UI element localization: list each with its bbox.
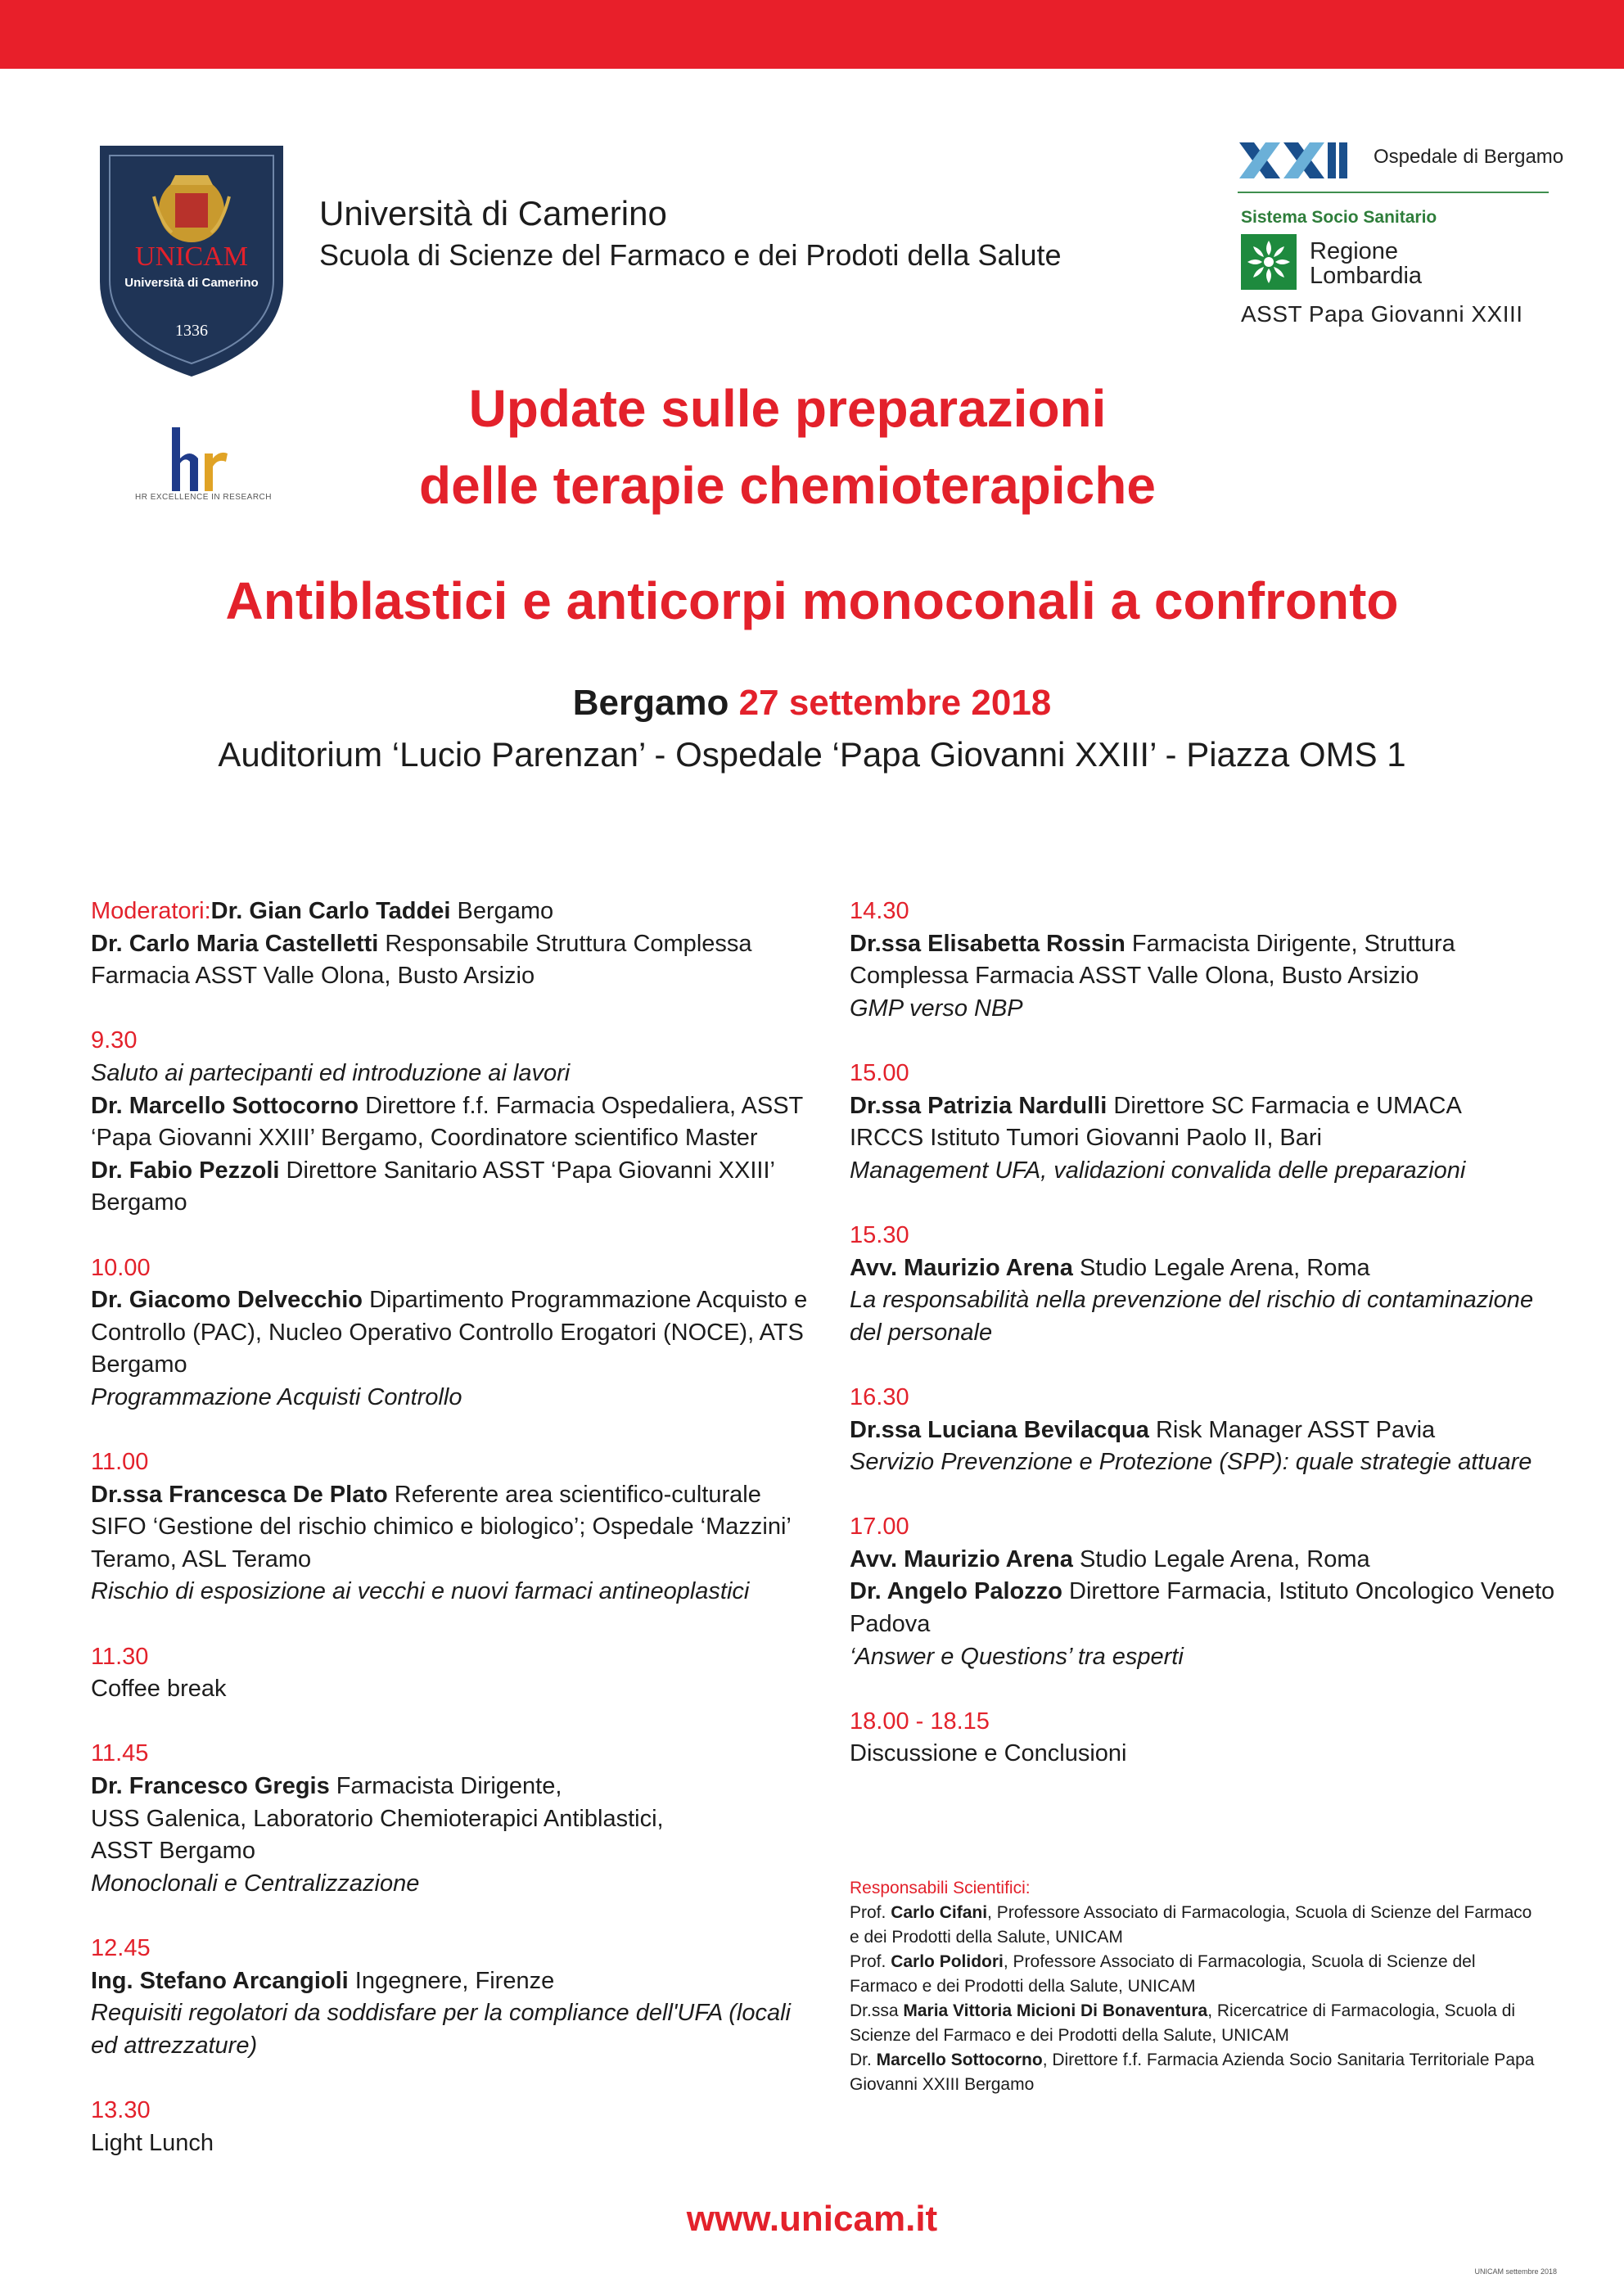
session-1130: 11.30 Coffee break: [91, 1643, 227, 1703]
scientific-managers-heading: Responsabili Scientifici:: [850, 1879, 1031, 1897]
footer-note: UNICAM settembre 2018: [1474, 2267, 1557, 2276]
session-1800: 18.00 - 18.15 Discussione e Conclusioni: [850, 1708, 1127, 1767]
session-1630: 16.30 Dr.ssa Luciana Bevilacqua Risk Manager ASST Pavia Servizio Prevenzione e Protezione (SPP): quale strategie attuare: [850, 1383, 1532, 1476]
svg-text:Università di Camerino: Università di Camerino: [124, 276, 259, 290]
session-1700: 17.00 Avv. Maurizio Arena Studio Legale Arena, Roma Dr. Angelo Palozzo Direttore Farmacia, Istituto Oncologico Veneto Padova ‘Answer e Questions’ tra esperti: [850, 1514, 1555, 1670]
scientific-managers: [850, 1876, 1537, 2097]
hospital-name: Ospedale di Bergamo: [1374, 146, 1564, 168]
session-0930: 9.30 Saluto ai partecipanti ed introduzione ai lavori Dr. Marcello Sottocorno Direttore f.f. Farmacia Ospedaliera, ASST ‘Papa Giovanni XXIII’ Bergamo, Coordinatore scientifico Master Dr. Fabio Pezzoli Direttore Sanitario ASST ‘Papa Giovanni XXIII’ Bergamo: [91, 1027, 803, 1216]
school-name: Scuola di Scienze del Farmaco e dei Prodoti della Salute: [319, 238, 1062, 272]
session-1530: 15.30 Avv. Maurizio Arena Studio Legale Arena, Roma La responsabilità nella prevenzione del rischio di contaminazione del personale: [850, 1221, 1534, 1346]
session-1330: 13.30 Light Lunch: [91, 2096, 214, 2156]
region-name: Regione Lombardia: [1310, 238, 1423, 289]
unicam-logo: [97, 142, 286, 380]
event-venue: Auditorium ‘Lucio Parenzan’ - Ospedale ‘Papa Giovanni XXIII’ - Piazza OMS 1: [218, 735, 1406, 774]
regione-lombardia-icon: [1241, 234, 1297, 290]
system-label: Sistema Socio Sanitario: [1241, 208, 1437, 227]
session-1145: 11.45 Dr. Francesco Gregis Farmacista Dirigente, USS Galenica, Laboratorio Chemioterapici Antiblastici, ASST Bergamo Monoclonali e Centralizzazione: [91, 1740, 664, 1897]
event-date: Bergamo 27 settembre 2018: [572, 683, 1052, 723]
top-red-bar: [0, 0, 1624, 69]
website-link[interactable]: www.unicam.it: [686, 2199, 938, 2239]
university-name: Università di Camerino: [319, 194, 667, 232]
asst-name: ASST Papa Giovanni XXIII: [1241, 301, 1523, 327]
session-1100: 11.00 Dr.ssa Francesca De Plato Referente area scientifico-culturale SIFO ‘Gestione del rischio chimico e biologico’; Ospedale ‘Mazzini’ Teramo, ASL Teramo Rischio di esposizione ai vecchi e nuovi farmaci antineoplastici: [91, 1449, 791, 1605]
session-1430: 14.30 Dr.ssa Elisabetta Rossin Farmacista Dirigente, Struttura Complessa Farmacia ASST Valle Olona, Busto Arsizio GMP verso NBP: [850, 898, 1455, 1022]
moderators-block: Moderatori:Dr. Gian Carlo Taddei Bergamo Dr. Carlo Maria Castelletti Responsabile Struttura Complessa Farmacia ASST Valle Olona, Busto Arsizio: [91, 898, 752, 990]
hr-excellence-text: HR EXCELLENCE IN RESEARCH: [135, 493, 272, 502]
subtitle: Antiblastici e anticorpi monoconali a confronto: [225, 571, 1399, 630]
program-right-column: [850, 896, 1570, 1803]
svg-text:1336: 1336: [175, 322, 208, 340]
xxiii-mark: [1238, 138, 1352, 183]
session-1500: 15.00 Dr.ssa Patrizia Nardulli Direttore SC Farmacia e UMACA IRCCS Istituto Tumori Giovanni Paolo II, Bari Management UFA, validazioni convalida delle preparazioni: [850, 1059, 1466, 1184]
manager-entry: Dr. Marcello Sottocorno, Direttore f.f. Farmacia Azienda Socio Sanitaria Territoriale Papa Giovanni XXIII Bergamo: [850, 2051, 1535, 2094]
university-header: [319, 192, 1062, 275]
manager-entry: Dr.ssa Maria Vittoria Micioni Di Bonaventura, Ricercatrice di Farmacologia, Scuola di Scienze del Farmaco e dei Prodotti della Salute, UNICAM: [850, 2001, 1516, 2045]
manager-entry: Prof. Carlo Polidori, Professore Associato di Farmacologia, Scuola di Scienze del Farmaco e dei Prodotti della Salute, UNICAM: [850, 1952, 1476, 1996]
session-1245: 12.45 Ing. Stefano Arcangioli Ingegnere, Firenze Requisiti regolatori da soddisfare per la compliance dell'UFA (locali ed attrezzature): [91, 1935, 791, 2059]
main-title: Update sulle preparazioni delle terapie chemioterapiche: [419, 379, 1156, 515]
svg-text:UNICAM: UNICAM: [135, 241, 248, 272]
manager-entry: Prof. Carlo Cifani, Professore Associato di Farmacologia, Scuola di Scienze del Farmaco e dei Prodotti della Salute, UNICAM: [850, 1903, 1532, 1947]
program-left-column: [91, 896, 811, 2192]
session-1000: 10.00 Dr. Giacomo Delvecchio Dipartimento Programmazione Acquisto e Controllo (PAC), Nucleo Operativo Controllo Erogatori (NOCE), ATS Bergamo Programmazione Acquisti Controllo: [91, 1254, 808, 1410]
hospital-divider: [1238, 192, 1549, 193]
